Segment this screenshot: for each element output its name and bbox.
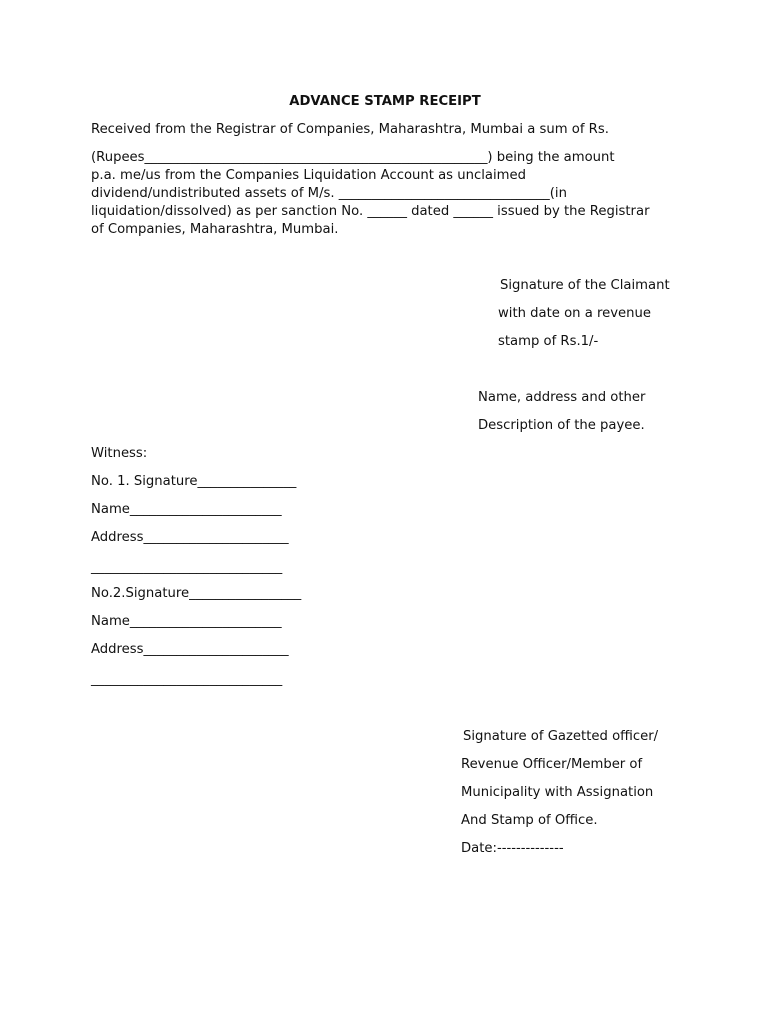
witness-1-signature-field: No. 1. Signature_______________ (91, 474, 297, 489)
officer-block-line: Revenue Officer/Member of (461, 757, 643, 772)
witness-1-name-field: Name_______________________ (91, 502, 282, 517)
document-title: ADVANCE STAMP RECEIPT (289, 94, 481, 109)
received-line: Received from the Registrar of Companies, Maharashtra, Mumbai a sum of Rs. (91, 122, 609, 137)
body-line: dividend/undistributed assets of M/s. ________________________________(in (91, 186, 567, 201)
claimant-signature-line: Signature of the Claimant (500, 278, 670, 293)
officer-block-line: Municipality with Assignation (461, 785, 654, 800)
claimant-signature-line: stamp of Rs.1/- (498, 334, 599, 349)
officer-block-line: Signature of Gazetted officer/ (463, 729, 659, 744)
witness-heading: Witness: (91, 446, 148, 461)
body-line: liquidation/dissolved) as per sanction No. ______ dated ______ issued by the Registrar (91, 204, 650, 219)
receipt-body-paragraph (91, 149, 691, 239)
witness-2-address-line-2: _____________________________ (91, 672, 283, 687)
witness-1-address-line-2: _____________________________ (91, 560, 283, 575)
witness-2-signature-field: No.2.Signature_________________ (91, 586, 302, 601)
witness-2-address-field: Address______________________ (91, 642, 289, 657)
witness-1-address-field: Address______________________ (91, 530, 289, 545)
body-line: p.a. me/us from the Companies Liquidation Account as unclaimed (91, 168, 526, 183)
officer-date-field: Date:-------------- (461, 841, 564, 856)
claimant-signature-line: with date on a revenue (498, 306, 651, 321)
body-line: (Rupees____________________________________________________) being the amount (91, 150, 615, 165)
payee-description-line: Name, address and other (478, 390, 646, 405)
officer-block-line: And Stamp of Office. (461, 813, 598, 828)
body-line: of Companies, Maharashtra, Mumbai. (91, 222, 339, 237)
witness-2-name-field: Name_______________________ (91, 614, 282, 629)
payee-description-line: Description of the payee. (478, 418, 645, 433)
